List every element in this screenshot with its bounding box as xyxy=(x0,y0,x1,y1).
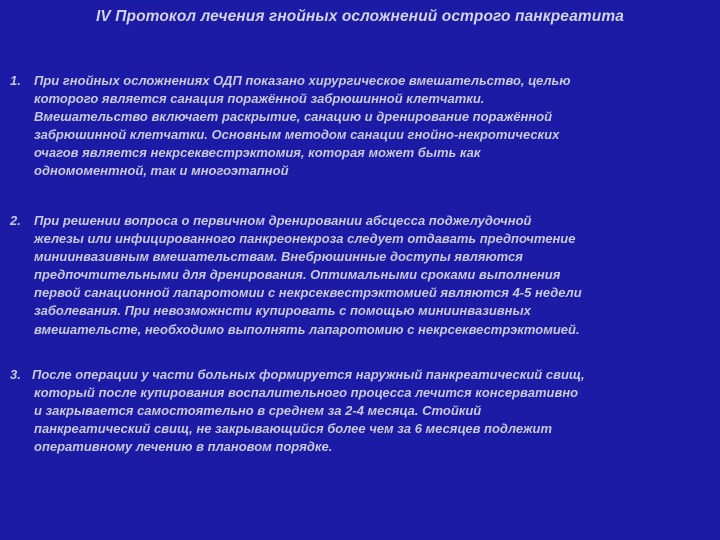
list-item-2 xyxy=(10,212,710,339)
text-line: панкреатический свищ, не закрывающийся более чем за 6 месяцев подлежит xyxy=(34,421,553,437)
text-line: одномоментной, так и многоэтапной xyxy=(34,163,289,179)
list-item-3 xyxy=(10,366,710,456)
text-line: железы или инфицированного панкреонекроза следует отдавать предпочтение xyxy=(34,231,576,247)
text-line: первой санационной лапаротомии с некрсеквестрэктомией являются 4-5 недели xyxy=(34,285,582,301)
text-line: забрюшинной клетчатки. Основным методом санации гнойно-некротических xyxy=(34,127,560,143)
text-line: миниинвазивным вмешательствам. Внебрюшинные доступы являются xyxy=(34,249,523,265)
text-line: очагов является некрсеквестрэктомия, которая может быть как xyxy=(34,145,481,161)
text-line: При гнойных осложнениях ОДП показано хирургическое вмешательство, целью xyxy=(34,73,571,88)
text-line: оперативному лечению в плановом порядке. xyxy=(34,439,333,455)
list-item-number: 3. xyxy=(10,367,21,382)
text-line: После операции у части больных формируется наружный панкреатический свищ, xyxy=(32,367,585,382)
text-line: который после купирования воспалительного процесса лечится консервативно xyxy=(34,385,579,401)
list-item-text xyxy=(34,212,710,339)
list-item-text xyxy=(34,366,710,456)
text-line: вмешательсте, необходимо выполнять лапаротомию с некрсеквестрэктомией. xyxy=(34,321,580,337)
list-item-number: 1. xyxy=(10,73,21,88)
text-line: которого является санация поражённой забрюшинной клетчатки. xyxy=(34,91,485,107)
text-line: заболевания. При невозможнсти купировать с помощью миниинвазивных xyxy=(34,303,531,319)
text-line: и закрывается самостоятельно в среднем за 2-4 месяца. Стойкий xyxy=(34,403,482,419)
list-item-1 xyxy=(10,72,700,181)
list-item-number: 2. xyxy=(10,213,21,228)
list-item-text xyxy=(34,72,700,181)
slide-title: IV Протокол лечения гнойных осложнений острого панкреатита xyxy=(96,8,624,25)
text-line: предпочтительными для дренирования. Оптимальными сроками выполнения xyxy=(34,267,561,283)
text-line: Вмешательство включает раскрытие, санацию и дренирование поражённой xyxy=(34,109,553,125)
text-line: При решении вопроса о первичном дренировании абсцесса поджелудочной xyxy=(34,213,532,228)
